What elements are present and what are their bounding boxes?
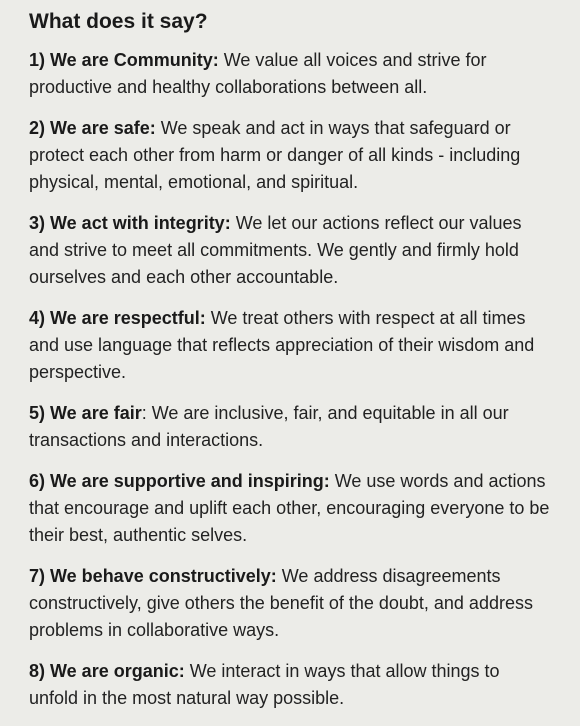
principle-item-integrity [29, 210, 552, 291]
principle-item-constructive [29, 563, 552, 644]
principle-item-fair [29, 400, 552, 454]
principle-text: We speak and act in ways that safeguard or protect each other from harm or danger of all kinds - including physical, mental, emotional, and spiritual. [29, 118, 521, 192]
principle-item-supportive [29, 468, 552, 549]
principle-lead: 8) We are organic: [29, 661, 185, 681]
principle-text: We interact in ways that allow things to unfold in the most natural way possible. [29, 661, 500, 708]
principle-item-organic [29, 658, 552, 712]
principle-text: We treat others with respect at all times and use language that reflects appreciation of their wisdom and perspective. [29, 308, 535, 382]
principle-text: We use words and actions that encourage and uplift each other, encouraging everyone to be their best, authentic selves. [29, 471, 550, 545]
principle-text: We let our actions reflect our values and strive to meet all commitments. We gently and firmly hold ourselves and each other accountable. [29, 213, 522, 287]
page-title: What does it say? [29, 10, 208, 33]
principle-item-safe [29, 115, 552, 196]
principle-lead: 4) We are respectful: [29, 308, 206, 328]
principle-lead: 7) We behave constructively: [29, 566, 277, 586]
principle-lead: 1) We are Community: [29, 50, 219, 70]
principle-lead: 2) We are safe: [29, 118, 156, 138]
principle-lead: 5) We are fair [29, 403, 142, 423]
principle-item-respectful [29, 305, 552, 386]
principle-item-community [29, 47, 552, 101]
principle-lead: 6) We are supportive and inspiring: [29, 471, 330, 491]
principle-lead: 3) We act with integrity: [29, 213, 231, 233]
principle-text: We value all voices and strive for productive and healthy collaborations between all. [29, 50, 487, 97]
principle-text: We address disagreements constructively, give others the benefit of the doubt, and address problems in collaborative ways. [29, 566, 533, 640]
principle-text: : We are inclusive, fair, and equitable in all our transactions and interactions. [29, 403, 509, 450]
